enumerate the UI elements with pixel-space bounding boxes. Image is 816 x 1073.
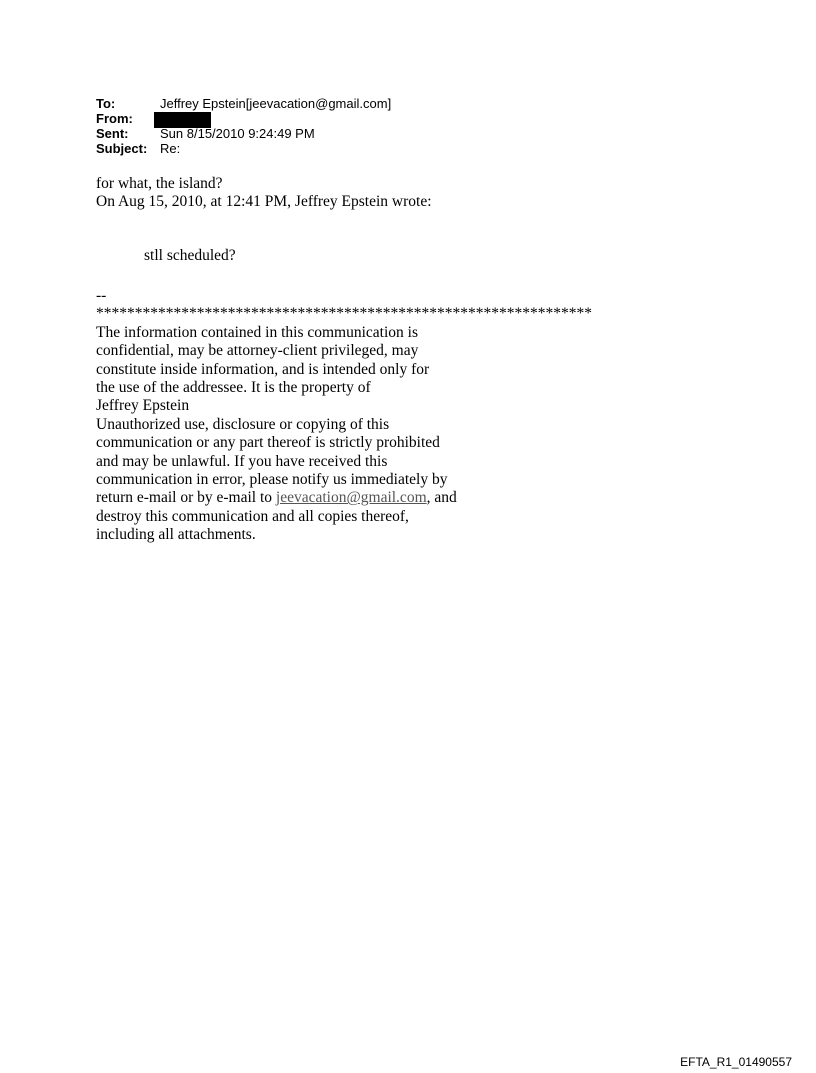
subject-row <box>96 141 391 156</box>
email-header <box>96 96 391 156</box>
disclaimer-return-line <box>96 489 592 507</box>
to-value: Jeffrey Epstein[jeevacation@gmail.com] <box>160 96 392 111</box>
disclaimer-line: Unauthorized use, disclosure or copying of this <box>96 415 390 433</box>
disclaimer-line: communication in error, please notify us immediately by <box>96 471 448 489</box>
message-body <box>96 175 432 212</box>
return-suffix: , and <box>426 489 457 507</box>
from-row <box>96 111 391 126</box>
return-prefix: return e-mail or by e-mail to <box>96 489 276 507</box>
quote-attribution: On Aug 15, 2010, at 12:41 PM, Jeffrey Epstein wrote: <box>96 193 432 211</box>
sent-row <box>96 126 391 141</box>
subject-value: Re: <box>160 141 181 156</box>
to-label: To: <box>96 96 116 111</box>
disclaimer-line: constitute inside information, and is intended only for <box>96 360 430 378</box>
sent-value: Sun 8/15/2010 9:24:49 PM <box>160 126 315 141</box>
to-row <box>96 96 391 111</box>
disclaimer-line: communication or any part thereof is strictly prohibited <box>96 434 440 452</box>
sent-label: Sent: <box>96 126 129 141</box>
from-label: From: <box>96 111 133 126</box>
disclaimer-line: confidential, may be attorney-client privileged, may <box>96 342 419 360</box>
disclaimer-line: The information contained in this communication is <box>96 323 418 341</box>
document-id: EFTA_R1_01490557 <box>680 1055 792 1069</box>
disclaimer-block <box>96 287 592 545</box>
email-link[interactable]: jeevacation@gmail.com <box>275 489 427 507</box>
disclaimer-line: Jeffrey Epstein <box>96 397 190 415</box>
disclaimer-line: including all attachments. <box>96 526 256 544</box>
asterisk-divider: **************************************************************** <box>96 305 592 323</box>
subject-label: Subject: <box>96 141 148 156</box>
disclaimer-line: the use of the addressee. It is the property of <box>96 379 371 397</box>
quoted-text: stll scheduled? <box>144 247 236 264</box>
disclaimer-line: and may be unlawful. If you have received this <box>96 452 388 470</box>
disclaimer-line: destroy this communication and all copies thereof, <box>96 507 409 525</box>
signature-separator: -- <box>96 287 107 304</box>
reply-text: for what, the island? <box>96 175 223 192</box>
